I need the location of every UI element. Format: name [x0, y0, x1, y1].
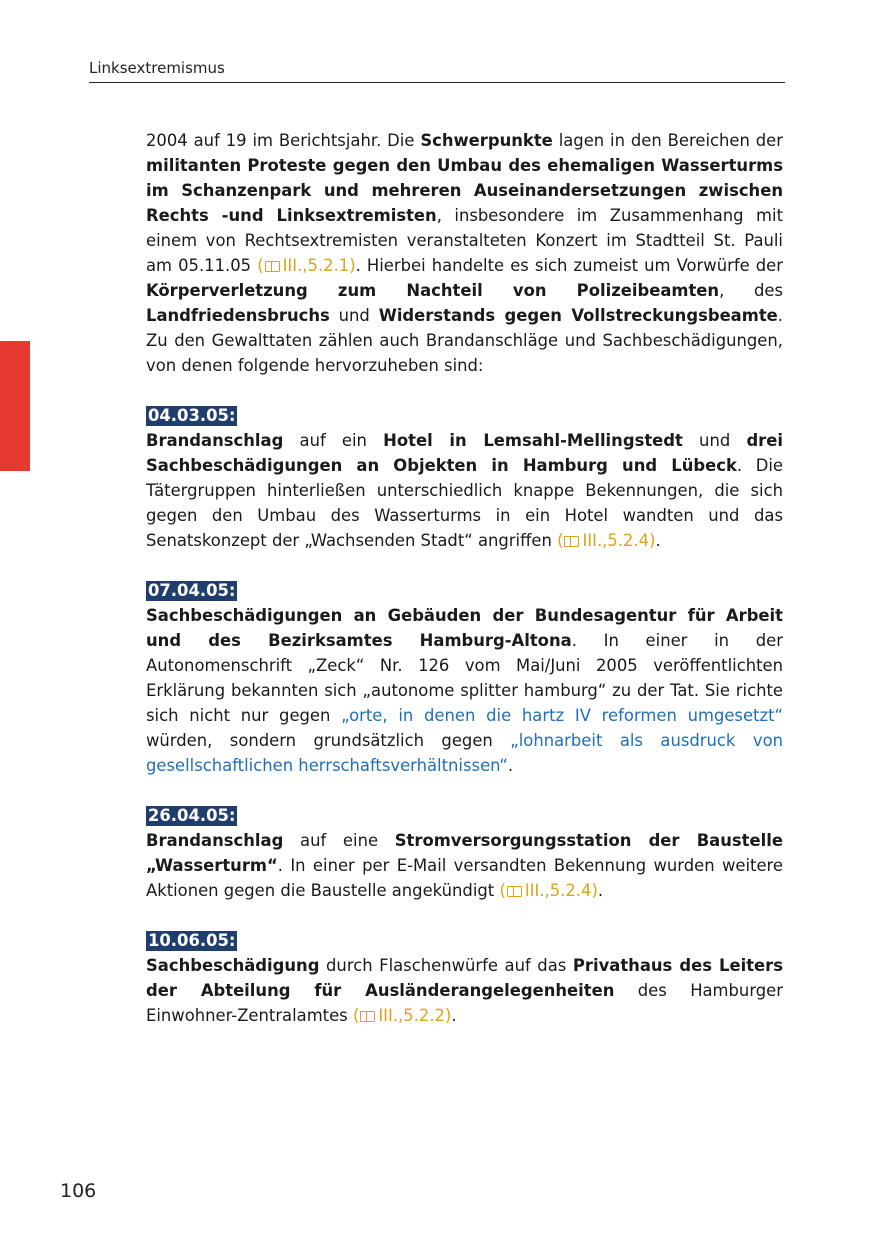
book-icon: [360, 1011, 375, 1022]
intro-paragraph: 2004 auf 19 im Berichtsjahr. Die Schwerpunkte lagen in den Bereichen der militanten Proteste gegen den Umbau des ehemaligen Wasserturms im Schanzenpark und mehreren Auseinandersetzungen zwischen Rechts -und Linksextremisten, insbesondere im Zusammenhang mit einem von Rechtsextremisten veranstalteten Konzert im Stadtteil St. Pauli am 05.11.05 ( III.,5.2.1). Hierbei handelte es sich zumeist um Vorwürfe der Körperverletzung zum Nachteil von Polizeibeamten, des Landfriedensbruchs und Widerstands gegen Vollstreckungsbeamte. Zu den Gewalttaten zählen auch Brandanschläge und Sachbeschädigungen, von denen folgende hervorzuheben sind:: [146, 131, 783, 375]
entry: [146, 578, 783, 778]
entry-text: Sachbeschädigungen an Gebäuden der Bundesagentur für Arbeit und des Bezirksamtes Hamburg-Altona. In einer in der Autonomenschrift „Zeck“ Nr. 126 vom Mai/Juni 2005 veröffentlichten Erklärung bekannten sich „autonome splitter hamburg“ zu der Tat. Sie richte sich nicht nur gegen „orte, in denen die hartz IV reformen umgesetzt“ würden, sondern grundsätzlich gegen „lohnarbeit als ausdruck von gesellschaftlichen herrschaftsverhältnissen“.: [146, 606, 784, 775]
book-icon: [564, 536, 579, 547]
running-header: [89, 58, 785, 83]
date-label: 07.04.05:: [148, 581, 236, 600]
entry: [146, 403, 783, 553]
date-label: 26.04.05:: [148, 806, 236, 825]
entry: [146, 928, 783, 1028]
date-label: 04.03.05:: [148, 406, 236, 425]
entry-text: Brandanschlag auf eine Stromversorgungsstation der Baustelle „Wasserturm“. In einer per E-Mail versandten Bekennung wurden weitere Aktionen gegen die Baustelle angekündigt ( III.,5.2.4).: [146, 831, 783, 900]
entry-text: Brandanschlag auf ein Hotel in Lemsahl-Mellingstedt und drei Sachbeschädigungen an Objekten in Hamburg und Lübeck. Die Tätergruppen hinterließen unterschiedlich knappe Bekennungen, die sich gegen den Umbau des Wasserturms in ein Hotel wandten und das Senatskonzept der „Wachsenden Stadt“ angriffen ( III.,5.2.4).: [146, 431, 783, 550]
entry: [146, 803, 783, 903]
cross-reference[interactable]: ( III.,5.2.4): [557, 531, 656, 550]
date-label: 10.06.05:: [148, 931, 236, 950]
cross-reference[interactable]: ( III.,5.2.4): [499, 881, 598, 900]
quote: „orte, in denen die hartz IV reformen umgesetzt“: [341, 706, 784, 725]
main-text: [146, 128, 783, 1028]
chapter-marker-tab: [0, 341, 30, 471]
entry-text: Sachbeschädigung durch Flaschenwürfe auf das Privathaus des Leiters der Abteilung für Ausländerangelegenheiten des Hamburger Einwohner-Zentralamtes ( III.,5.2.2).: [146, 956, 783, 1025]
header-title: Linksextremismus: [89, 59, 225, 77]
quote: „lohnarbeit als ausdruck von gesellschaftlichen herrschaftsverhältnissen“: [146, 731, 784, 775]
cross-reference[interactable]: ( III.,5.2.2): [352, 1006, 452, 1025]
book-icon: [507, 886, 522, 897]
page-number: 106: [60, 1180, 97, 1202]
book-icon: [265, 261, 280, 272]
cross-reference[interactable]: ( III.,5.2.1): [257, 256, 356, 275]
